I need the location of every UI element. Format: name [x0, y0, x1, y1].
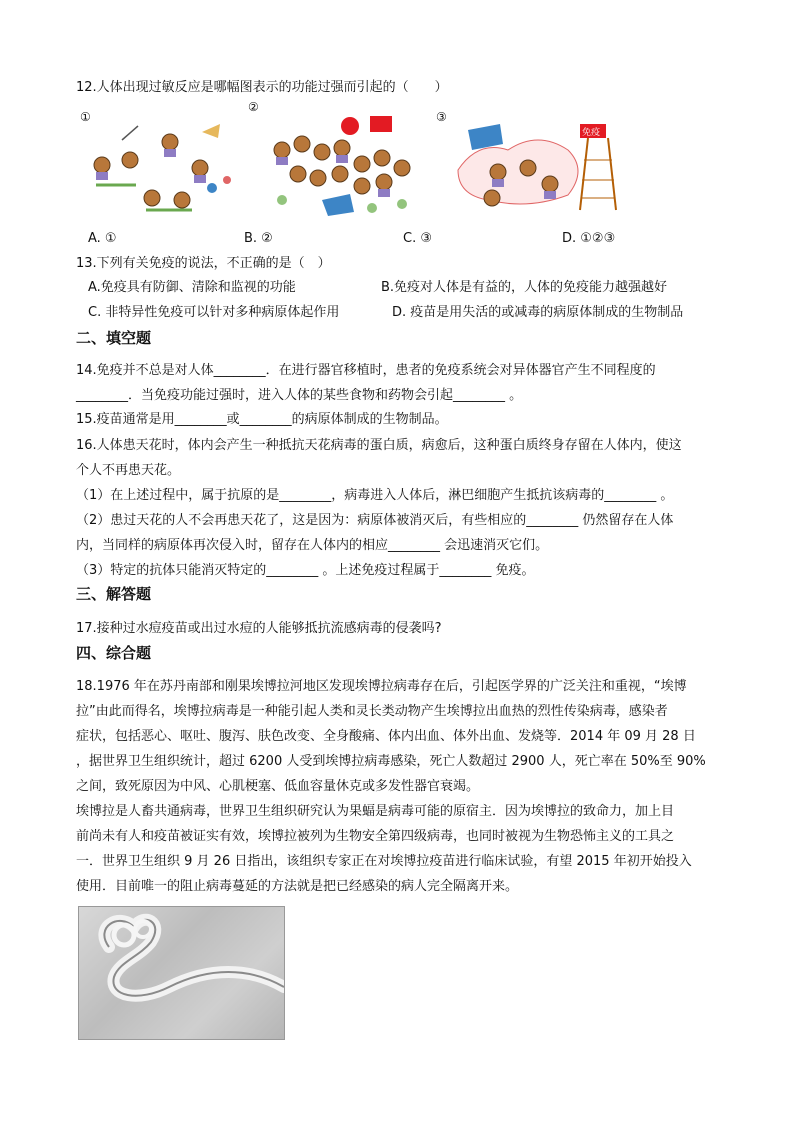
- fig1-cartoon: [82, 120, 242, 225]
- q14-line1: 14.免疫并不总是对人体________．在进行器官移植时，患者的免疫系统会对异体器官产生不同程度的: [76, 363, 656, 378]
- q18-p2-line3: 一．世界卫生组织 9 月 26 日指出，该组织专家正在对埃博拉疫苗进行临床试验，有望 2015 年初开始投入: [76, 854, 692, 869]
- ebola-virus-drawing: [79, 907, 284, 1039]
- ebola-virus-micrograph: [78, 906, 285, 1040]
- q12-option-d[interactable]: D. ①②③: [562, 231, 616, 246]
- q18-p1-line1: 18.1976 年在苏丹南部和刚果埃博拉河地区发现埃博拉病毒存在后，引起医学界的广泛关注和重视，“埃博: [76, 679, 687, 694]
- section-comprehensive-heading: 四、综合题: [76, 644, 152, 662]
- q18-p2-line2: 前尚未有人和疫苗被证实有效，埃博拉被列为生物安全第四级病毒，也同时被视为生物恐怖主义的工具之: [76, 829, 675, 844]
- q12-option-b[interactable]: B. ②: [244, 231, 273, 246]
- q16-line1: 16.人体患天花时，体内会产生一种抵抗天花病毒的蛋白质，病愈后，这种蛋白质终身存留在人体内，使这: [76, 438, 682, 453]
- q16-sub3: （3）特定的抗体只能消灭特定的________ 。上述免疫过程属于________ 免疫。: [76, 563, 535, 578]
- section-fill-in-heading: 二、填空题: [76, 329, 152, 347]
- q15-text: 15.疫苗通常是用________或________的病原体制成的生物制品。: [76, 412, 448, 427]
- q13-option-a[interactable]: A.免疫具有防御、清除和监视的功能: [88, 280, 296, 295]
- q16-sub1: （1）在上述过程中，属于抗原的是________，病毒进入人体后，淋巴细胞产生抵抗该病毒的________ 。: [76, 488, 674, 503]
- q13-option-d[interactable]: D. 疫苗是用失活的或减毒的病原体制成的生物制品: [392, 305, 684, 320]
- q14-line2: ________．当免疫功能过强时，进入人体的某些食物和药物会引起________ 。: [76, 388, 523, 403]
- q17-text: 17.接种过水痘疫苗或出过水痘的人能够抵抗流感病毒的侵袭吗?: [76, 621, 442, 636]
- q18-p1-line5: 之间，致死原因为中风、心肌梗塞、低血容量休克或多发性器官衰竭。: [76, 779, 480, 794]
- q12-stem: 12.人体出现过敏反应是哪幅图表示的功能过强而引起的（ ）: [76, 80, 448, 95]
- section-answer-heading: 三、解答题: [76, 585, 152, 603]
- q18-p2-line1: 埃博拉是人畜共通病毒，世界卫生组织研究认为果蝠是病毒可能的原宿主．因为埃博拉的致命力，加上目: [76, 804, 675, 819]
- fig3-banner-text: 免疫: [582, 128, 601, 138]
- q16-sub2a: （2）患过天花的人不会再患天花了，这是因为：病原体被消灭后，有些相应的________ 仍然留存在人体: [76, 513, 674, 528]
- q16-line2: 个人不再患天花。: [76, 463, 181, 478]
- q18-p1-line4: ，据世界卫生组织统计，超过 6200 人受到埃博拉病毒感染，死亡人数超过 2900 人，死亡率在 50%至 90%: [76, 754, 706, 769]
- fig2-label: ②: [248, 100, 259, 114]
- fig2-cartoon: [262, 108, 422, 223]
- q13-option-b[interactable]: B.免疫对人体是有益的，人体的免疫能力越强越好: [381, 280, 668, 295]
- q12-option-a[interactable]: A. ①: [88, 231, 117, 246]
- q16-sub2b: 内，当同样的病原体再次侵入时，留存在人体内的相应________ 会迅速消灭它们。: [76, 538, 549, 553]
- fig3-cartoon: [448, 110, 623, 220]
- q13-stem: 13.下列有关免疫的说法，不正确的是（ ）: [76, 256, 331, 271]
- fig1-label: ①: [80, 110, 91, 124]
- q18-p1-line2: 拉”由此而得名，埃博拉病毒是一种能引起人类和灵长类动物产生埃博拉出血热的烈性传染病毒，感染者: [76, 704, 668, 719]
- q18-p2-line4: 使用．目前唯一的阻止病毒蔓延的方法就是把已经感染的病人完全隔离开来。: [76, 879, 519, 894]
- fig3-label: ③: [436, 110, 447, 124]
- q12-option-c[interactable]: C. ③: [403, 231, 432, 246]
- q13-option-c[interactable]: C. 非特异性免疫可以针对多种病原体起作用: [88, 305, 340, 320]
- q18-p1-line3: 症状，包括恶心、呕吐、腹泻、肤色改变、全身酸痛、体内出血、体外出血、发烧等．2014 年 09 月 28 日: [76, 729, 696, 744]
